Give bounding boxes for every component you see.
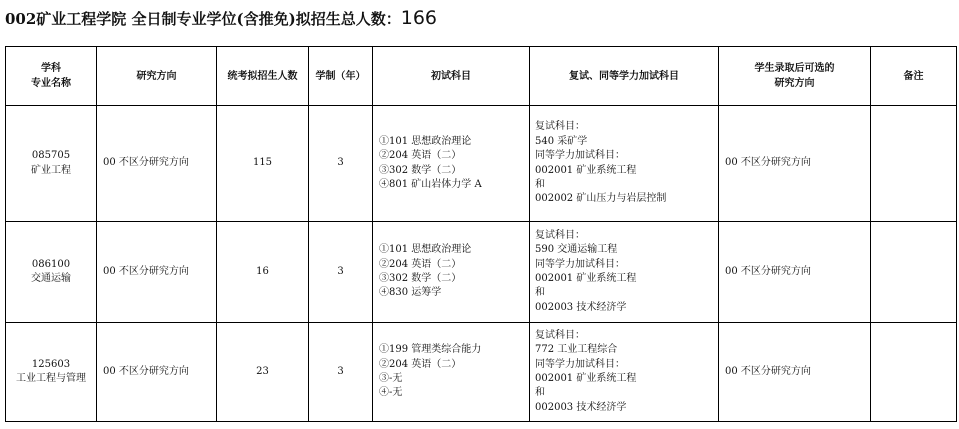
direction-cell: 00 不区分研究方向 — [97, 106, 217, 222]
admissions-table — [5, 46, 957, 422]
page-title — [5, 4, 437, 32]
header-retest: 复试、同等学力加试科目 — [530, 47, 719, 106]
major-cell — [6, 323, 97, 422]
direction-cell: 00 不区分研究方向 — [97, 323, 217, 422]
major-code: 125603 — [31, 358, 71, 370]
major-name: 交通运输 — [31, 273, 71, 284]
post-admission-cell: 00 不区分研究方向 — [719, 106, 871, 222]
exam-cell: ①101 思想政治理论 ②204 英语（二） ③302 数学（二） ④830 运筹学 — [373, 222, 530, 323]
table-row — [6, 222, 957, 323]
quota-cell: 23 — [217, 323, 309, 422]
header-remarks: 备注 — [871, 47, 957, 106]
table-row — [6, 106, 957, 222]
direction-cell: 00 不区分研究方向 — [97, 222, 217, 323]
remarks-cell — [871, 222, 957, 323]
major-name: 工业工程与管理 — [16, 373, 86, 384]
retest-cell: 复试科目： 590 交通运输工程 同等学力加试科目： 002001 矿业系统工程 和 002003 技术经济学 — [530, 222, 719, 323]
header-duration: 学制（年） — [309, 47, 373, 106]
duration-cell: 3 — [309, 222, 373, 323]
remarks-cell — [871, 323, 957, 422]
duration-cell: 3 — [309, 323, 373, 422]
total-count: 166 — [400, 7, 437, 29]
quota-cell: 16 — [217, 222, 309, 323]
post-admission-cell: 00 不区分研究方向 — [719, 222, 871, 323]
duration-cell: 3 — [309, 106, 373, 222]
major-code: 086100 — [31, 258, 71, 270]
remarks-cell — [871, 106, 957, 222]
exam-cell: ①199 管理类综合能力 ②204 英语（二） ③-无 ④-无 — [373, 323, 530, 422]
major-cell — [6, 222, 97, 323]
retest-cell: 复试科目： 540 采矿学 同等学力加试科目： 002001 矿业系统工程 和 002002 矿山压力与岩层控制 — [530, 106, 719, 222]
exam-cell: ①101 思想政治理论 ②204 英语（二） ③302 数学（二） ④801 矿山岩体力学 A — [373, 106, 530, 222]
retest-cell: 复试科目： 772 工业工程综合 同等学力加试科目： 002001 矿业系统工程 和 002003 技术经济学 — [530, 323, 719, 422]
post-admission-cell: 00 不区分研究方向 — [719, 323, 871, 422]
major-cell — [6, 106, 97, 222]
quota-cell: 115 — [217, 106, 309, 222]
header-row — [6, 47, 957, 106]
major-code: 085705 — [31, 150, 71, 162]
header-quota: 统考拟招生人数 — [217, 47, 309, 106]
header-direction: 研究方向 — [97, 47, 217, 106]
title-text: 002矿业工程学院 全日制专业学位(含推免)拟招生总人数： — [5, 10, 401, 28]
table-row — [6, 323, 957, 422]
header-exam: 初试科目 — [373, 47, 530, 106]
header-post-admission: 学生录取后可选的 研究方向 — [719, 47, 871, 106]
header-major: 学科 专业名称 — [6, 47, 97, 106]
major-name: 矿业工程 — [31, 164, 71, 176]
